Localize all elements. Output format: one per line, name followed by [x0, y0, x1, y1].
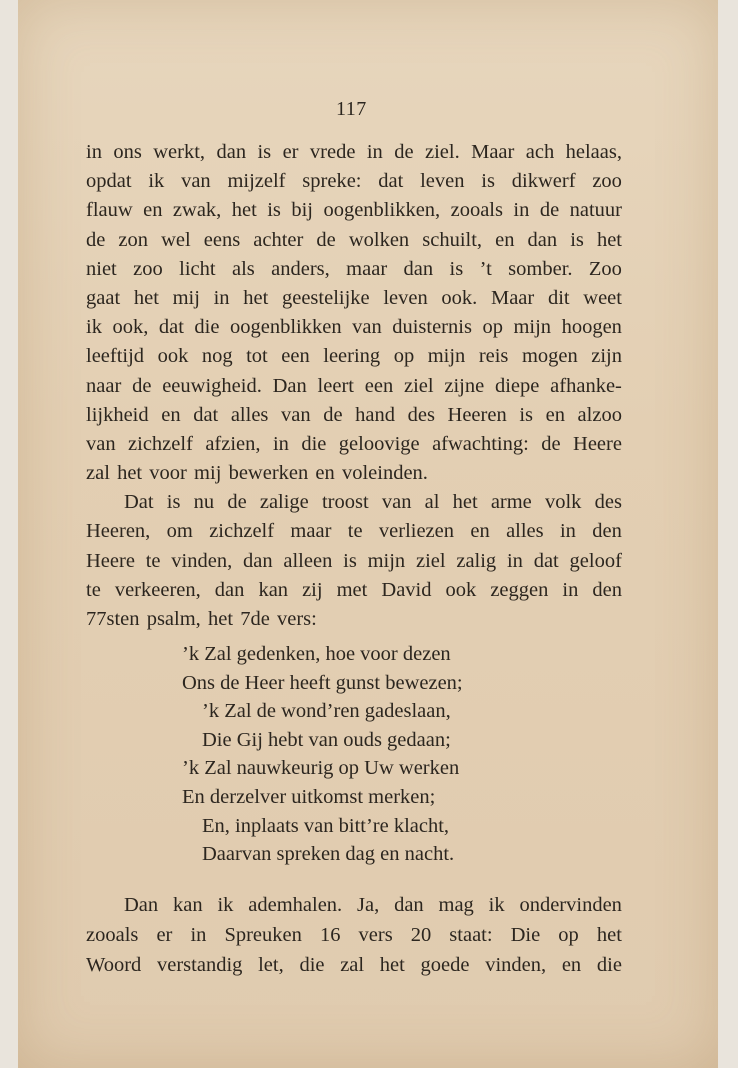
text-line — [86, 401, 622, 430]
word: een — [281, 345, 310, 368]
word: schuilt, — [422, 228, 483, 251]
word: in — [513, 199, 530, 222]
verse-line: ’k Zal gedenken, hoe voor dezen — [182, 643, 451, 665]
word: hoogen — [561, 316, 622, 339]
text-line — [86, 488, 622, 517]
word: dat — [158, 316, 184, 339]
word: en — [315, 462, 335, 485]
verse-line: Daarvan spreken dag en nacht. — [202, 843, 455, 866]
word: ziel — [415, 549, 446, 572]
word: ademhalen. — [248, 894, 343, 916]
psalm-verse — [182, 640, 463, 869]
word: in — [562, 578, 579, 601]
word: alzoo — [577, 403, 622, 426]
word: mij — [172, 286, 200, 309]
word: des — [407, 403, 435, 426]
text-line — [86, 920, 622, 950]
text-line — [86, 255, 622, 284]
verse-line: En, inplaats van bitt’re klacht, — [202, 814, 450, 837]
word: te — [86, 578, 101, 601]
word: is — [570, 228, 584, 251]
word: zal — [86, 462, 110, 485]
word: nu — [193, 491, 215, 514]
word: is — [267, 199, 281, 222]
word: mijn — [427, 345, 466, 368]
word: zoo — [133, 257, 163, 280]
word: 77sten — [86, 608, 140, 630]
word: op — [558, 924, 579, 946]
text-line — [86, 284, 622, 313]
word: het — [207, 608, 234, 630]
word: zijn — [591, 345, 622, 368]
word: vinden, — [171, 549, 233, 572]
verse-line: Die Gij hebt van ouds gedaan; — [202, 728, 451, 751]
word: dan — [394, 894, 424, 916]
text-line — [86, 459, 622, 488]
text-line — [86, 576, 622, 605]
word: ’t — [479, 257, 492, 280]
word: tot — [246, 345, 268, 368]
paragraph-3 — [86, 890, 622, 980]
word: des — [594, 491, 622, 514]
word: spreke: — [302, 170, 362, 193]
word: dikwerf — [511, 170, 576, 193]
word: zalig — [456, 549, 497, 572]
word: den — [592, 578, 622, 601]
word: reis — [478, 345, 509, 368]
word: arme — [490, 491, 532, 514]
word: het — [133, 286, 159, 309]
word: de — [227, 491, 247, 514]
word: zal — [340, 954, 365, 976]
text-line — [86, 196, 622, 225]
word: de — [541, 432, 561, 455]
word: afwachting: — [432, 432, 529, 455]
word: Dan — [272, 374, 307, 397]
word: ik — [86, 316, 102, 339]
word: Heeren — [447, 403, 507, 426]
word: afzien, — [205, 432, 261, 455]
word: bij — [291, 199, 314, 222]
word: met — [336, 578, 368, 601]
word: vers: — [276, 608, 317, 630]
word: dat — [378, 170, 404, 193]
word: helaas, — [565, 141, 622, 163]
word: die — [301, 432, 327, 455]
word: natuur — [569, 199, 622, 222]
word: eens — [203, 228, 241, 251]
word: mij — [194, 462, 222, 485]
word: van — [181, 170, 211, 193]
word: in — [366, 141, 383, 163]
text-line — [86, 517, 622, 546]
text-line — [86, 372, 622, 401]
word: ook, — [112, 316, 149, 339]
word: afhanke- — [550, 374, 622, 397]
word: het — [231, 199, 257, 222]
word: het — [379, 954, 405, 976]
word: zoo — [592, 170, 622, 193]
word: verkeeren, — [114, 578, 201, 601]
word: het — [243, 286, 269, 309]
word: geloovige — [338, 432, 420, 455]
word: Maar — [490, 286, 535, 309]
word: van — [86, 432, 116, 455]
word: dan — [243, 549, 273, 572]
word: ziel — [403, 374, 434, 397]
word: is — [343, 549, 357, 572]
word: dan — [403, 257, 434, 280]
word: eeuwigheid. — [162, 374, 262, 397]
word: mogen — [521, 345, 578, 368]
word: mijzelf — [227, 170, 286, 193]
text-line — [86, 605, 622, 634]
word: ook — [157, 345, 189, 368]
word: leven — [420, 170, 465, 193]
word: kan — [258, 578, 289, 601]
word: ik — [217, 894, 234, 916]
word: niet — [86, 257, 117, 280]
word: Dat — [124, 491, 154, 514]
word: opdat — [86, 170, 132, 193]
word: van — [381, 491, 412, 514]
word: wolken — [348, 228, 410, 251]
word: zooals — [450, 199, 503, 222]
word: voor — [149, 462, 187, 485]
word: Maar — [471, 141, 515, 163]
word: vers — [358, 924, 393, 946]
word: alles — [230, 403, 269, 426]
word: in — [213, 286, 230, 309]
text-line — [86, 313, 622, 342]
text-line — [86, 950, 622, 980]
word: zichzelf — [209, 520, 275, 543]
word: 20 — [410, 924, 432, 946]
word: ondervinden — [519, 894, 622, 916]
word: 7de — [240, 608, 270, 630]
word: duisternis — [392, 316, 472, 339]
word: is — [519, 403, 533, 426]
word: de — [316, 228, 336, 251]
word: alles — [506, 520, 544, 543]
word: troost — [321, 491, 369, 514]
word: maar — [346, 257, 388, 280]
word: wel — [161, 228, 191, 251]
word: een — [364, 374, 394, 397]
word: Heeren, — [86, 520, 151, 543]
word: Heere — [86, 549, 135, 572]
word: ik — [148, 170, 165, 193]
word: er — [282, 141, 299, 163]
word: dan — [527, 228, 558, 251]
body-text-upper — [86, 138, 622, 634]
word: achter — [253, 228, 304, 251]
word: maar — [290, 520, 332, 543]
word: Heere — [573, 432, 622, 455]
text-line — [86, 167, 622, 196]
word: ook. — [441, 286, 478, 309]
text-line — [86, 547, 622, 576]
word: en — [545, 403, 565, 426]
word: ook — [445, 578, 477, 601]
word: verliezen — [378, 520, 455, 543]
word: zichzelf — [128, 432, 193, 455]
page-number: 117 — [336, 98, 367, 120]
word: er — [156, 924, 173, 946]
word: het — [596, 228, 622, 251]
paragraph-1 — [86, 138, 622, 488]
word: verstandig — [157, 954, 243, 976]
word: zooals — [86, 924, 139, 946]
word: naar — [86, 374, 122, 397]
word: als — [231, 257, 255, 280]
word: vrede — [309, 141, 356, 163]
word: is — [481, 170, 495, 193]
word: mijn — [367, 549, 406, 572]
word: Dan — [124, 894, 159, 916]
word: de — [394, 141, 414, 163]
word: in — [559, 520, 576, 543]
word: in — [190, 924, 207, 946]
word: vinden, — [485, 954, 547, 976]
word: de — [132, 374, 152, 397]
word: weet — [583, 286, 622, 309]
word: ik — [488, 894, 505, 916]
word: ach — [525, 141, 555, 163]
word: te — [347, 520, 363, 543]
text-line — [86, 342, 622, 371]
paragraph-2 — [86, 488, 622, 634]
word: Die — [510, 924, 541, 946]
word: die — [299, 954, 325, 976]
word: ons — [113, 141, 142, 163]
word: zon — [118, 228, 149, 251]
word: leven — [383, 286, 428, 309]
word: is — [449, 257, 464, 280]
word: en — [161, 403, 181, 426]
word: het — [452, 491, 478, 514]
word: en — [561, 954, 582, 976]
word: David — [381, 578, 432, 601]
word: en — [495, 228, 515, 251]
word: het — [117, 462, 143, 485]
word: en — [470, 520, 490, 543]
word: somber. — [508, 257, 573, 280]
word: dat — [533, 549, 559, 572]
word: let, — [258, 954, 284, 976]
word: den — [592, 520, 622, 543]
word: nog — [201, 345, 233, 368]
word: alleen — [283, 549, 333, 572]
word: al — [424, 491, 440, 514]
word: leert — [317, 374, 354, 397]
word: licht — [179, 257, 216, 280]
verse-line: Ons de Heer heeft gunst bewezen; — [182, 671, 463, 694]
text-line — [86, 226, 622, 255]
word: dat — [193, 403, 219, 426]
word: hand — [355, 403, 396, 426]
word: is — [166, 491, 181, 514]
word: 16 — [319, 924, 341, 946]
word: de — [539, 199, 560, 222]
word: in — [272, 432, 289, 455]
word: zijne — [444, 374, 485, 397]
word: geloof — [569, 549, 622, 572]
text-line — [86, 430, 622, 459]
word: dan — [216, 141, 247, 163]
word: zwak, — [172, 199, 222, 222]
word: zeggen — [490, 578, 549, 601]
text-line — [86, 138, 622, 167]
word: op — [393, 345, 415, 368]
word: van — [281, 403, 311, 426]
word: en — [143, 199, 163, 222]
word: Woord — [86, 954, 142, 976]
word: goede — [420, 954, 470, 976]
word: voleinden. — [341, 462, 428, 485]
word: om — [166, 520, 193, 543]
word: psalm, — [146, 608, 201, 630]
word: leeftijd — [86, 345, 145, 368]
word: flauw — [86, 199, 133, 222]
word: te — [145, 549, 161, 572]
word: staat: — [449, 924, 493, 946]
word: mijn — [513, 316, 552, 339]
word: het — [596, 924, 622, 946]
text-line — [86, 890, 622, 920]
word: geestelijke — [281, 286, 370, 309]
word: in — [86, 141, 102, 163]
word: zij — [302, 578, 323, 601]
word: lijkheid — [86, 403, 149, 426]
word: die — [194, 316, 220, 339]
word: is — [257, 141, 272, 163]
word: Zoo — [588, 257, 622, 280]
word: de — [323, 403, 343, 426]
verse-line: ’k Zal de wond’ren gadeslaan, — [202, 700, 451, 723]
word: oogenblikken, — [323, 199, 441, 222]
verse-line: En derzelver uitkomst merken; — [182, 785, 436, 808]
word: anders, — [271, 257, 330, 280]
word: zalige — [259, 491, 309, 514]
word: dan — [214, 578, 245, 601]
book-page — [18, 0, 718, 1068]
word: kan — [173, 894, 203, 916]
word: volk — [544, 491, 582, 514]
word: bewerken — [228, 462, 309, 485]
word: werkt, — [153, 141, 206, 163]
word: de — [86, 228, 106, 251]
word: ziel. — [424, 141, 460, 163]
word: dit — [547, 286, 570, 309]
word: op — [482, 316, 503, 339]
word: diepe — [494, 374, 540, 397]
word: Ja, — [357, 894, 380, 916]
word: in — [506, 549, 523, 572]
verse-line: ’k Zal nauwkeurig op Uw werken — [182, 757, 460, 780]
word: Spreuken — [224, 924, 302, 946]
word: die — [596, 954, 622, 976]
word: van — [352, 316, 382, 339]
word: oogenblikken — [229, 316, 342, 339]
word: gaat — [86, 286, 121, 309]
word: mag — [438, 894, 474, 916]
word: leering — [323, 345, 381, 368]
